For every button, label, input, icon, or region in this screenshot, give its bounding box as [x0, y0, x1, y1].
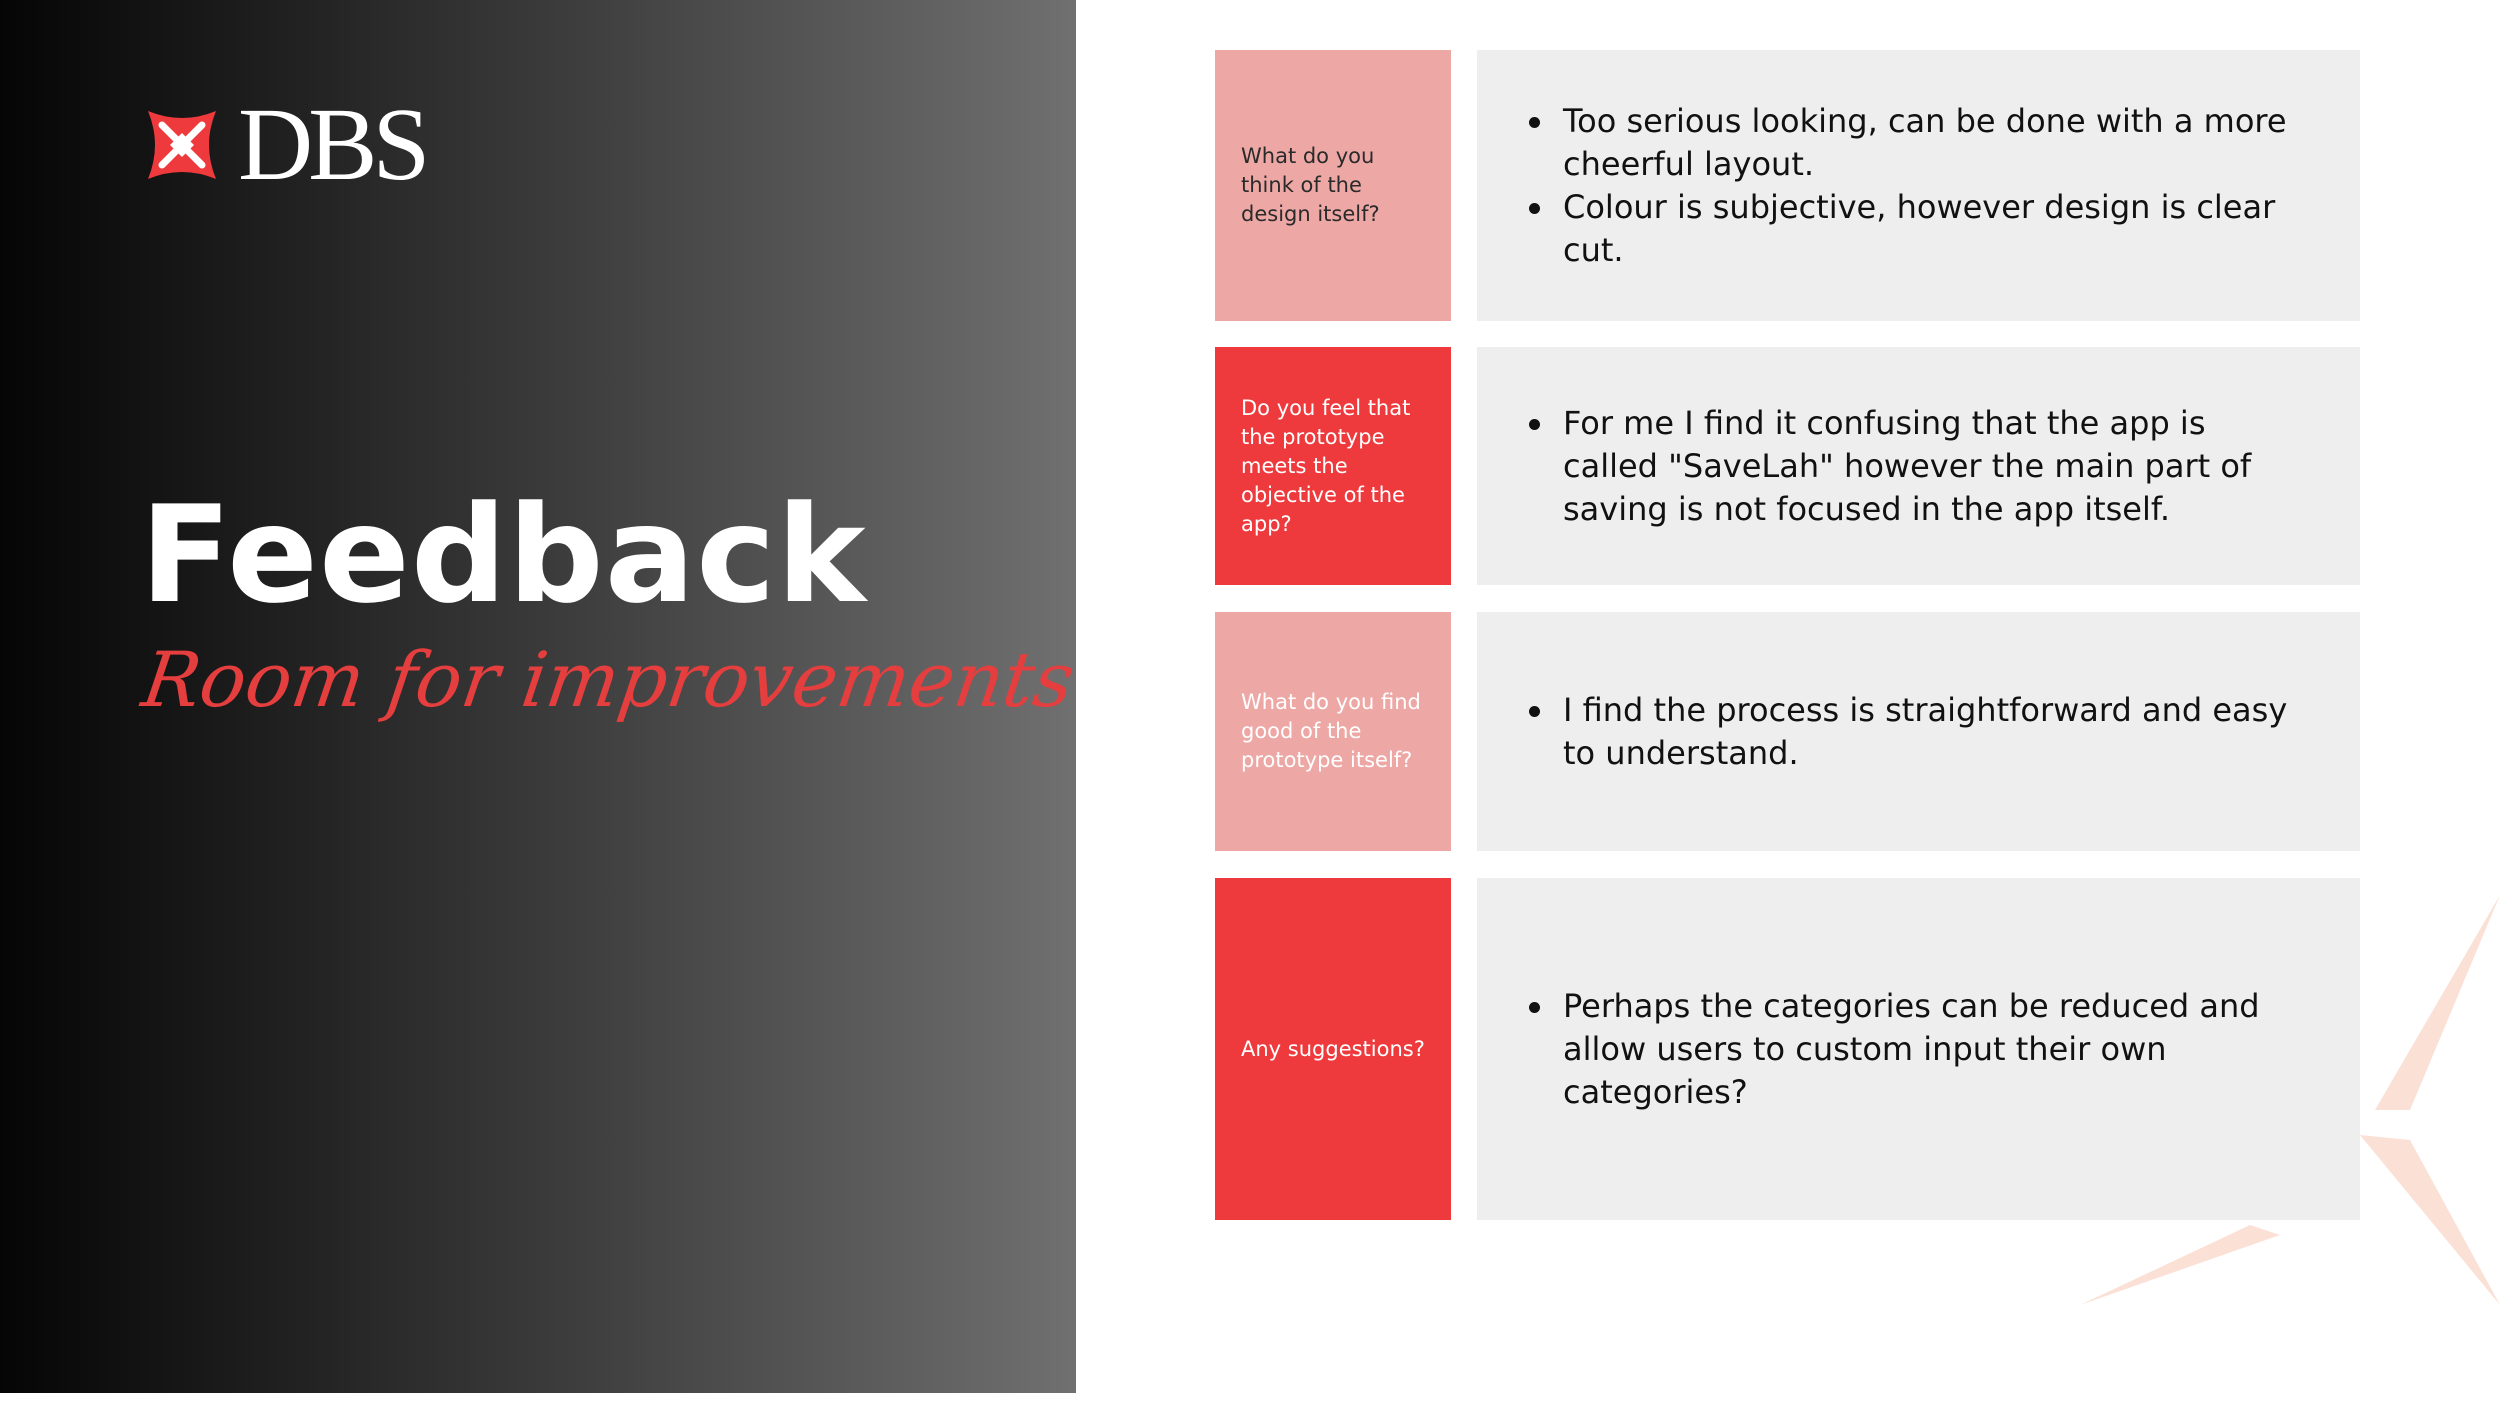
- feedback-row-objective: [1215, 347, 2360, 585]
- question-card: Any suggestions?: [1215, 878, 1451, 1220]
- dbs-star-icon: [140, 103, 224, 187]
- answer-card: [1477, 612, 2360, 851]
- answer-item: Too serious looking, can be done with a more cheerful layout.: [1525, 100, 2310, 186]
- answer-list: [1525, 100, 2310, 272]
- feedback-row-suggestions: [1215, 878, 2360, 1220]
- answer-card: [1477, 347, 2360, 585]
- answer-list: [1525, 689, 2310, 775]
- answer-item: I find the process is straightforward and easy to understand.: [1525, 689, 2310, 775]
- brand-name: DBS: [238, 87, 426, 202]
- slide-subtitle: Room for improvements: [137, 635, 1080, 724]
- answer-card: [1477, 878, 2360, 1220]
- answer-item: Colour is subjective, however design is clear cut.: [1525, 186, 2310, 272]
- dbs-logo: [140, 87, 426, 202]
- slide-title: Feedback: [140, 477, 867, 633]
- answer-item: For me I find it confusing that the app is called "SaveLah" however the main part of saving is not focused in the app itself.: [1525, 402, 2310, 531]
- answer-item: Perhaps the categories can be reduced and allow users to custom input their own categories?: [1525, 985, 2310, 1114]
- question-card: What do you think of the design itself?: [1215, 50, 1451, 321]
- question-card: What do you find good of the prototype itself?: [1215, 612, 1451, 851]
- answer-list: [1525, 985, 2310, 1114]
- question-card: Do you feel that the prototype meets the objective of the app?: [1215, 347, 1451, 585]
- title-panel: [0, 0, 1080, 1393]
- feedback-row-good: [1215, 612, 2360, 851]
- feedback-row-design: [1215, 50, 2360, 321]
- answer-list: [1525, 402, 2310, 531]
- answer-card: [1477, 50, 2360, 321]
